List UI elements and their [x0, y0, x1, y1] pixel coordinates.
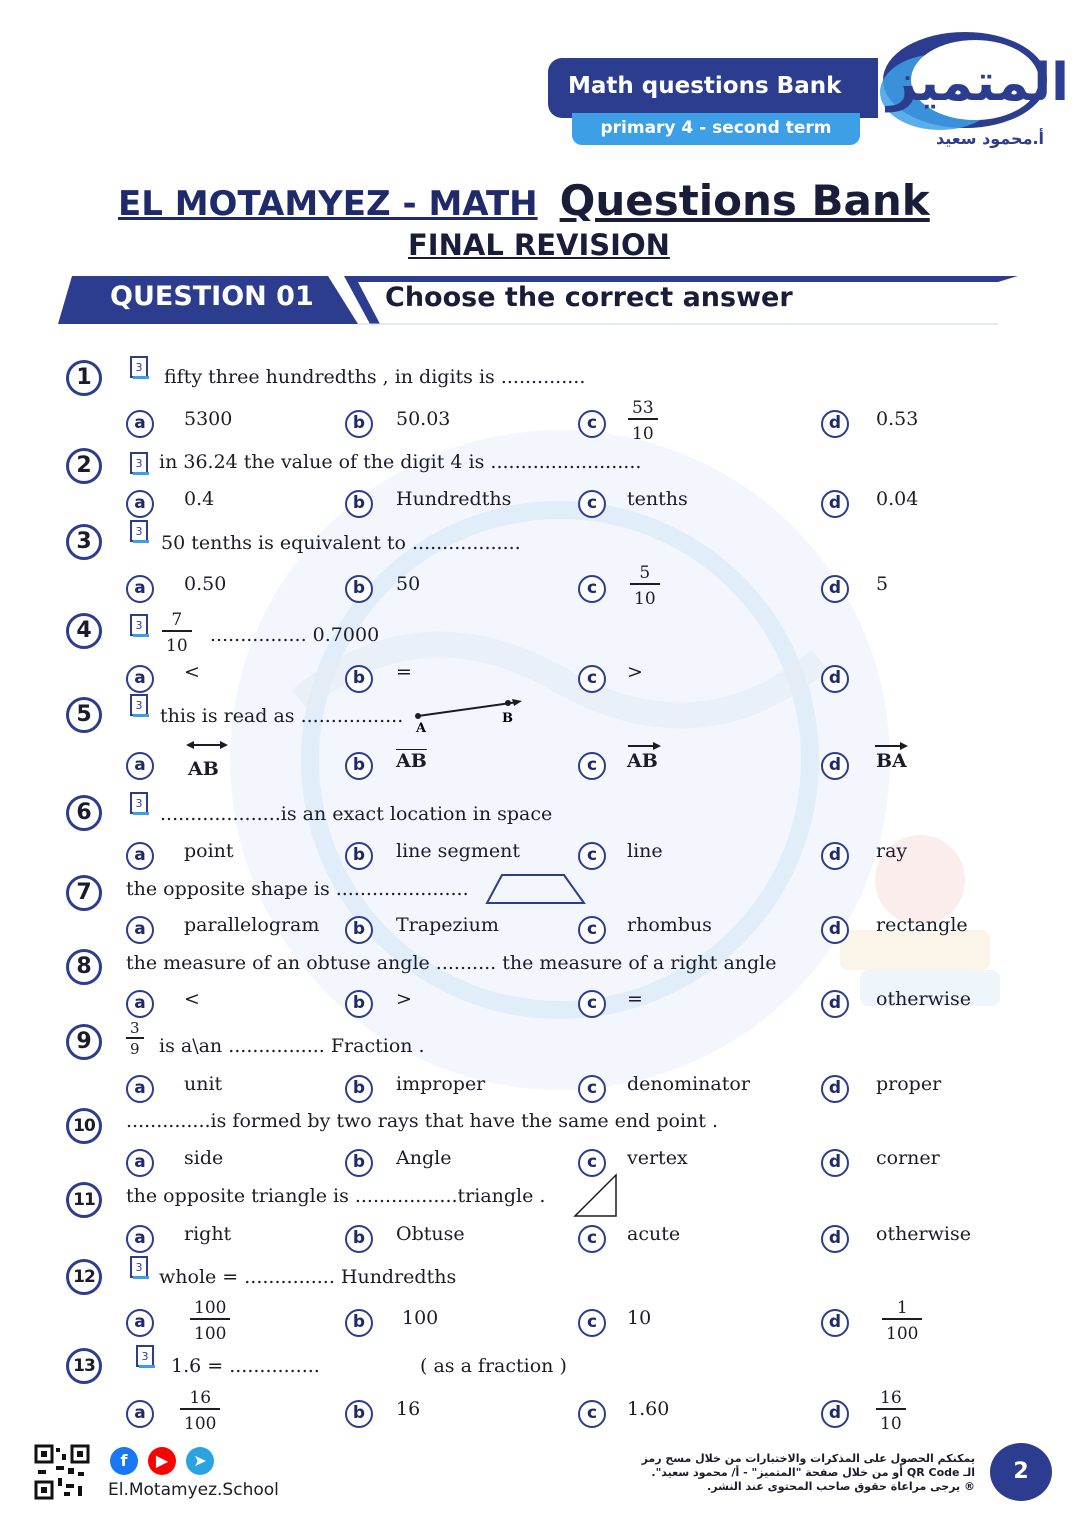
question-number: 4	[66, 613, 102, 649]
book-icon	[130, 520, 150, 544]
option-d-text: BA	[876, 750, 907, 772]
book-icon	[136, 1345, 156, 1369]
option-a-marker[interactable]: a	[126, 665, 154, 693]
option-d-fraction: $\frac{1}{100}$	[882, 1298, 922, 1344]
option-b-marker[interactable]: b	[345, 990, 373, 1018]
option-c-text: vertex	[627, 1147, 688, 1169]
option-a-text: point	[184, 840, 234, 862]
question-number: 8	[66, 949, 102, 985]
qr-code-icon[interactable]	[34, 1444, 90, 1500]
option-c-fraction: $\frac{53}{10}$	[628, 398, 658, 444]
svg-text:أ.محمود سعيد: أ.محمود سعيد	[935, 129, 1045, 148]
question-text: whole = ............... Hundredths	[159, 1266, 457, 1288]
question-number: 5	[66, 697, 102, 733]
option-d-text: 5	[876, 573, 889, 595]
book-icon	[130, 694, 150, 718]
option-a-marker[interactable]: a	[126, 842, 154, 870]
question-text: 1.6 = ...............	[171, 1355, 320, 1377]
svg-text:3: 3	[135, 457, 143, 470]
option-b-text: 50.03	[396, 408, 451, 430]
option-c-marker[interactable]: c	[578, 1225, 606, 1253]
svg-text:3: 3	[135, 361, 143, 374]
option-a-marker[interactable]: a	[126, 1400, 154, 1428]
svg-text:3: 3	[135, 797, 143, 810]
header-subtitle: primary 4 - second term	[572, 113, 860, 145]
question-text: in 36.24 the value of the digit 4 is .........................	[159, 451, 642, 473]
option-b-text: improper	[396, 1073, 486, 1095]
option-b-text: =	[396, 661, 412, 683]
option-a-text: side	[184, 1147, 224, 1169]
svg-text:المتميز: المتميز	[887, 53, 1069, 113]
option-c-marker[interactable]: c	[578, 1400, 606, 1428]
option-a-text: 0.50	[184, 573, 227, 595]
svg-text:B: B	[502, 711, 513, 726]
option-b-marker[interactable]: b	[345, 490, 373, 518]
question-number: 6	[66, 795, 102, 831]
option-b-marker[interactable]: b	[345, 1225, 373, 1253]
option-c-text: acute	[627, 1223, 681, 1245]
option-b-marker[interactable]: b	[345, 1149, 373, 1177]
option-c-text: >	[627, 661, 643, 683]
option-a-marker[interactable]: a	[126, 1225, 154, 1253]
option-d-text: corner	[876, 1147, 940, 1169]
option-d-text: otherwise	[876, 1223, 971, 1245]
telegram-icon[interactable]: ➤	[186, 1447, 214, 1475]
option-d-marker[interactable]: d	[821, 1075, 849, 1103]
question-number: 9	[66, 1024, 102, 1060]
page-title	[118, 176, 930, 225]
ray-diagram	[410, 696, 530, 736]
option-a-marker[interactable]: a	[126, 916, 154, 944]
question-text: is a\an ................ Fraction .	[159, 1035, 425, 1057]
option-a-marker[interactable]: a	[126, 490, 154, 518]
option-a-marker[interactable]: a	[126, 752, 154, 780]
option-d-text: proper	[876, 1073, 942, 1095]
option-d-text: otherwise	[876, 988, 971, 1010]
book-icon	[130, 356, 150, 380]
svg-text:3: 3	[141, 1350, 149, 1363]
option-a-text: 5300	[184, 408, 233, 430]
option-b-text: $\overline{AB}$	[396, 750, 427, 772]
trapezium-shape	[484, 872, 588, 906]
question-text: this is read as .................	[160, 705, 404, 727]
option-c-marker[interactable]: c	[578, 1309, 606, 1337]
title-part-1: EL MOTAMYEZ - MATH	[118, 184, 538, 224]
question-text: the measure of an obtuse angle .......... the measure of a right angle	[126, 952, 777, 974]
svg-text:3: 3	[135, 525, 143, 538]
option-d-marker[interactable]: d	[821, 665, 849, 693]
question-note: ( as a fraction )	[420, 1355, 567, 1377]
question-text: ..............is formed by two rays that have the same end point .	[126, 1110, 718, 1132]
option-a-marker[interactable]: a	[126, 575, 154, 603]
option-c-fraction: $\frac{5}{10}$	[630, 563, 660, 609]
school-url[interactable]: El.Motamyez.School	[108, 1480, 279, 1500]
option-b-text: Trapezium	[396, 914, 499, 936]
option-d-marker[interactable]: d	[821, 1400, 849, 1428]
option-c-marker[interactable]: c	[578, 490, 606, 518]
book-icon	[130, 452, 150, 476]
option-d-marker[interactable]: d	[821, 575, 849, 603]
option-c-marker[interactable]: c	[578, 1075, 606, 1103]
question-text: the opposite shape is ......................	[126, 878, 469, 900]
book-icon	[130, 614, 150, 638]
facebook-icon[interactable]: f	[110, 1447, 138, 1475]
question-number: 3	[66, 524, 102, 560]
option-b-marker[interactable]: b	[345, 410, 373, 438]
option-b-text: Obtuse	[396, 1223, 465, 1245]
option-c-text: =	[627, 988, 643, 1010]
question-fraction: $\frac{7}{10}$	[162, 610, 192, 656]
option-a-text: parallelogram	[184, 914, 320, 936]
option-c-text: denominator	[627, 1073, 750, 1095]
question-label: QUESTION 01	[110, 281, 314, 312]
title-part-2: Questions Bank	[559, 176, 930, 225]
question-number: 2	[66, 448, 102, 484]
option-a-fraction: $\frac{100}{100}$	[190, 1298, 230, 1344]
option-b-marker[interactable]: b	[345, 1309, 373, 1337]
option-d-fraction: $\frac{16}{10}$	[876, 1388, 906, 1434]
option-c-text: line	[627, 840, 663, 862]
option-c-text: tenths	[627, 488, 688, 510]
option-b-text: Hundredths	[396, 488, 512, 510]
question-fraction: $\frac{3}{9}$	[126, 1020, 144, 1058]
option-d-marker[interactable]: d	[821, 410, 849, 438]
option-c-marker[interactable]: c	[578, 842, 606, 870]
page-number: 2	[990, 1443, 1052, 1501]
option-d-marker[interactable]: d	[821, 916, 849, 944]
option-a-text: right	[184, 1223, 232, 1245]
option-d-marker[interactable]: d	[821, 990, 849, 1018]
footer-notice: يمكنكم الحصول على المذكرات والاختبارات من خلال مسح رمز الـ QR Code أو من خلال صفحة "المتميز" - أ/ محمود سعيد". ® يرجى مراعاة حقوق صاحب المحتوى عند النشر.	[641, 1452, 975, 1493]
option-d-marker[interactable]: d	[821, 490, 849, 518]
option-a-text: unit	[184, 1073, 223, 1095]
svg-text:3: 3	[135, 619, 143, 632]
line-symbol-icon	[186, 738, 228, 752]
option-d-text: 0.53	[876, 408, 919, 430]
page-subtitle: FINAL REVISION	[408, 228, 670, 262]
option-c-marker[interactable]: c	[578, 665, 606, 693]
option-c-text: 1.60	[627, 1398, 670, 1420]
option-d-marker[interactable]: d	[821, 842, 849, 870]
svg-text:3: 3	[135, 1261, 143, 1274]
option-b-text: 16	[396, 1398, 421, 1420]
option-b-marker[interactable]: b	[345, 1075, 373, 1103]
option-a-text: <	[184, 988, 200, 1010]
option-a-marker[interactable]: a	[126, 1075, 154, 1103]
question-number: 10	[66, 1108, 102, 1144]
youtube-icon[interactable]: ▶	[148, 1447, 176, 1475]
right-triangle-shape	[572, 1172, 622, 1220]
option-d-text: 0.04	[876, 488, 919, 510]
option-a-fraction: $\frac{16}{100}$	[180, 1388, 220, 1434]
motamyez-logo	[870, 22, 1069, 150]
option-c-text: rhombus	[627, 914, 712, 936]
option-d-text: ray	[876, 840, 908, 862]
option-b-marker[interactable]: b	[345, 842, 373, 870]
question-number: 13	[66, 1348, 102, 1384]
svg-text:A: A	[416, 721, 427, 736]
book-icon	[130, 792, 150, 816]
option-d-marker[interactable]: d	[821, 1309, 849, 1337]
option-a-text: AB	[188, 758, 219, 780]
option-a-text: <	[184, 661, 200, 683]
option-b-marker[interactable]: b	[345, 665, 373, 693]
option-a-marker[interactable]: a	[126, 990, 154, 1018]
svg-text:3: 3	[135, 699, 143, 712]
option-b-marker[interactable]: b	[345, 752, 373, 780]
question-number: 1	[66, 360, 102, 396]
question-number: 7	[66, 875, 102, 911]
option-c-marker[interactable]: c	[578, 916, 606, 944]
option-d-text: rectangle	[876, 914, 968, 936]
book-icon	[130, 1256, 150, 1280]
question-text: fifty three hundredths , in digits is ..............	[164, 366, 586, 388]
question-text: the opposite triangle is .................triangle .	[126, 1185, 546, 1207]
option-c-marker[interactable]: c	[578, 990, 606, 1018]
option-b-text: >	[396, 988, 412, 1010]
question-text: ....................is an exact location in space	[160, 803, 553, 825]
option-a-marker[interactable]: a	[126, 1149, 154, 1177]
option-a-text: 0.4	[184, 488, 215, 510]
option-d-marker[interactable]: d	[821, 1149, 849, 1177]
option-b-marker[interactable]: b	[345, 575, 373, 603]
option-c-marker[interactable]: c	[578, 410, 606, 438]
option-b-text: 50	[396, 573, 421, 595]
header-badge: Math questions Bank	[548, 58, 878, 118]
option-c-marker[interactable]: c	[578, 575, 606, 603]
option-a-marker[interactable]: a	[126, 1309, 154, 1337]
option-b-marker[interactable]: b	[345, 916, 373, 944]
option-c-marker[interactable]: c	[578, 1149, 606, 1177]
question-number: 11	[66, 1182, 102, 1218]
option-b-text: Angle	[396, 1147, 452, 1169]
option-c-text: 10	[627, 1307, 652, 1329]
option-d-marker[interactable]: d	[821, 752, 849, 780]
option-c-marker[interactable]: c	[578, 752, 606, 780]
question-text: ................ 0.7000	[210, 624, 380, 646]
option-b-text: 100	[402, 1307, 439, 1329]
option-d-marker[interactable]: d	[821, 1225, 849, 1253]
question-instruction: Choose the correct answer	[385, 282, 793, 313]
option-c-text: AB	[627, 750, 658, 772]
question-number: 12	[66, 1259, 102, 1295]
question-text: 50 tenths is equivalent to ..................	[161, 532, 521, 554]
option-b-marker[interactable]: b	[345, 1400, 373, 1428]
option-a-marker[interactable]: a	[126, 410, 154, 438]
option-b-text: line segment	[396, 840, 520, 862]
